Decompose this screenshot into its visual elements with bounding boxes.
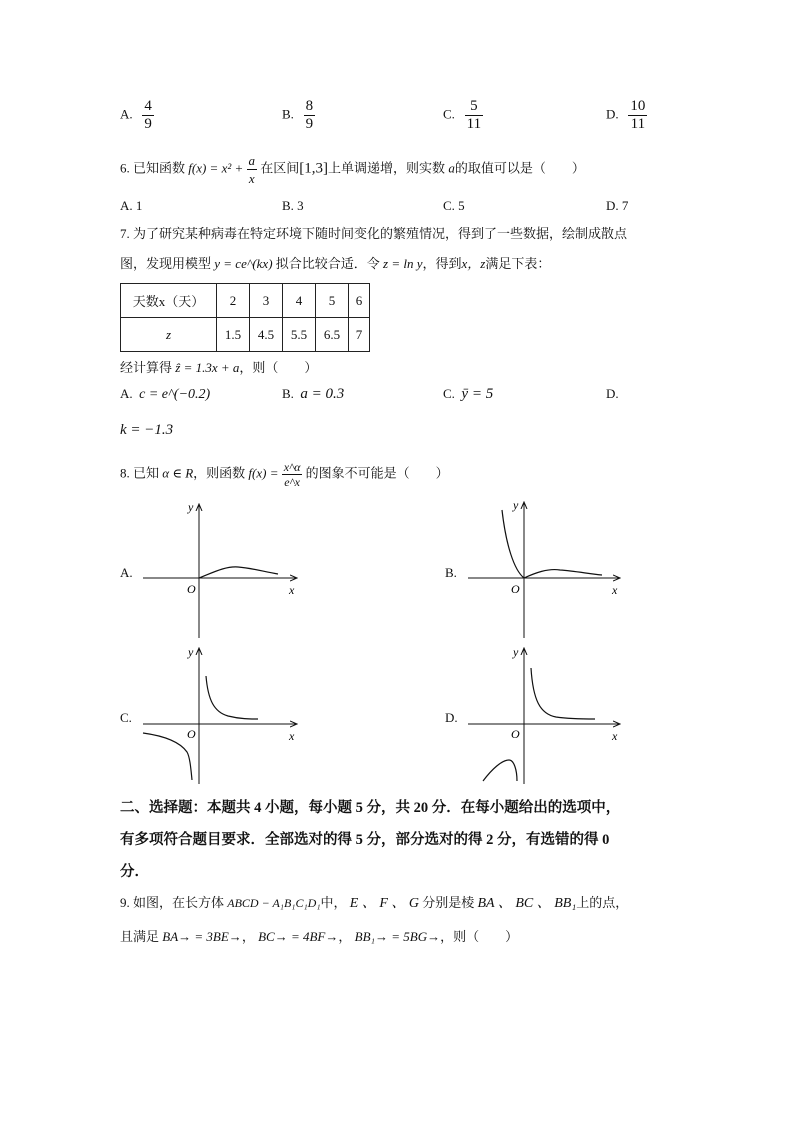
q7-option-d-expr: k = −1.3 <box>120 422 174 438</box>
table-cell: 6.5 <box>316 318 349 352</box>
curve-c-right <box>206 676 258 719</box>
q6-option-b[interactable]: B. 3 <box>282 198 304 213</box>
svg-text:x: x <box>612 729 618 743</box>
svg-text:y: y <box>188 645 194 659</box>
svg-text:O: O <box>187 727 196 741</box>
table-cell: 4.5 <box>250 318 283 352</box>
fraction: $\frac{x\^{}\alpha}{e\^{}x}$ <box>283 460 301 489</box>
curve-d-right <box>531 668 595 719</box>
fraction: $\frac{8}{9}$ <box>305 98 314 132</box>
fraction: $\frac{5}{11}$ <box>466 98 482 132</box>
q5-option-a[interactable]: A. $\frac{4}{9}$ <box>120 98 152 132</box>
q6-option-a[interactable]: A. 1 <box>120 198 143 213</box>
fraction: $\frac{a}{x}$ <box>248 153 256 186</box>
table-cell: 2 <box>217 284 250 318</box>
q6-stem: 6. 已知函数 f(x) = x² + $\frac{a}{x}$ 在区间[1,3]上单调递增，则实数 a的取值可以是（ ） <box>120 153 585 186</box>
svg-text:y: y <box>513 498 519 512</box>
q7-line2: 图，发现用模型 y = ce^(kx) 拟合比较合适．令 z = ln y，得到x，z满足下表： <box>120 256 551 271</box>
table-head-days: 天数x（天） <box>121 284 217 318</box>
q5-option-c[interactable]: C. $\frac{5}{11}$ <box>443 98 482 132</box>
q5-option-b[interactable]: B. $\frac{8}{9}$ <box>282 98 314 132</box>
graph-d[interactable] <box>468 645 620 784</box>
q7-option-d[interactable]: D. <box>606 386 619 401</box>
q6-option-c[interactable]: C. 5 <box>443 198 465 213</box>
graph-label-b: B. <box>445 565 457 580</box>
q9-line2: 且满足 BA→ = 3BE→， BC→ = 4BF→， BB₁→ = 5BG→，则（ ） <box>120 929 519 944</box>
q9-line1: 9. 如图，在长方体 ABCD − A₁B₁C₁D₁中， E 、 F 、 G 分别是棱 BA 、 BC 、 BB₁上的点， <box>120 895 629 911</box>
fraction: $\frac{4}{9}$ <box>144 98 152 132</box>
graph-c[interactable] <box>143 645 297 784</box>
svg-text:O: O <box>511 582 520 596</box>
section2-line1: 二、选择题：本题共 4 小题，每小题 5 分，共 20 分．在每小题给出的选项中， <box>120 800 621 816</box>
q7-option-b[interactable]: B. a = 0.3 <box>282 386 345 402</box>
svg-text:y: y <box>188 500 194 514</box>
q7-line1: 7. 为了研究某种病毒在特定环境下随时间变化的繁殖情况，得到了一些数据，绘制成散点 <box>120 226 628 241</box>
curve-d-left <box>483 760 517 781</box>
q6-option-d[interactable]: D. 7 <box>606 198 629 213</box>
table-cell: 7 <box>349 318 370 352</box>
q7-option-c[interactable]: C. ȳ = 5 <box>443 386 494 402</box>
section2-line2: 有多项符合题目要求．全部选对的得 5 分，部分选对的得 2 分，有选错的得 0 <box>120 832 610 848</box>
q8-stem: 8. 已知 α ∈ R，则函数 f(x) = $\frac{x\^{}\alpha}{e\^{}x}$ 的图象不可能是（ ） <box>120 460 449 489</box>
graph-label-a: A. <box>120 565 133 580</box>
svg-text:x: x <box>612 583 618 597</box>
table-cell: 5 <box>316 284 349 318</box>
q5-option-d[interactable]: D. $\frac{10}{11}$ <box>606 98 646 132</box>
graph-label-d: D. <box>445 710 458 725</box>
svg-text:O: O <box>511 727 520 741</box>
curve-b <box>502 510 602 578</box>
svg-text:y: y <box>513 645 519 659</box>
table-cell: 1.5 <box>217 318 250 352</box>
svg-text:x: x <box>289 583 295 597</box>
curve-a <box>199 567 278 578</box>
table-cell: 6 <box>349 284 370 318</box>
graph-label-c: C. <box>120 710 132 725</box>
graph-a[interactable] <box>143 500 297 638</box>
q7-after-table: 经计算得 ẑ = 1.3x + a，则（ ） <box>120 360 318 375</box>
svg-text:x: x <box>289 729 295 743</box>
fraction: $\frac{10}{11}$ <box>630 98 646 132</box>
svg-text:O: O <box>187 582 196 596</box>
table-head-z: z <box>121 318 217 352</box>
table-cell: 3 <box>250 284 283 318</box>
section2-line3: 分． <box>120 864 149 880</box>
curve-c-left <box>143 733 192 780</box>
graph-b[interactable] <box>468 498 620 638</box>
table-cell: 4 <box>283 284 316 318</box>
table-cell: 5.5 <box>283 318 316 352</box>
q7-option-a[interactable]: A. c = e^(−0.2) <box>120 386 211 402</box>
